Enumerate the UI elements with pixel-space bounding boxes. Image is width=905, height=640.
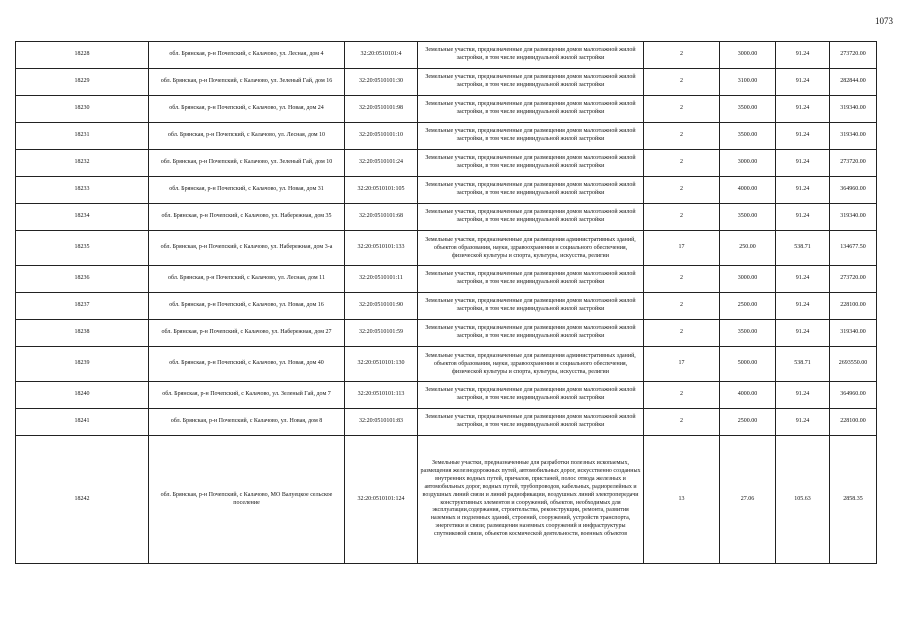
land-use-group-cell: 2 — [644, 96, 720, 123]
cadastral-number-cell: 32:20:0510101:10 — [345, 123, 418, 150]
area-cell: 3500.00 — [720, 204, 776, 231]
area-cell: 4000.00 — [720, 177, 776, 204]
record-id-cell: 18232 — [16, 150, 149, 177]
record-id-cell: 18234 — [16, 204, 149, 231]
address-cell: обл. Брянская, р-н Почепский, с Калачово, ул. Лесная, дом 10 — [149, 123, 345, 150]
record-id-cell: 18236 — [16, 266, 149, 293]
cadastral-number-cell: 32:20:0510101:30 — [345, 69, 418, 96]
land-use-cell: Земельные участки, предназначенные для размещения домов малоэтажной жилой застройки, в том числе индивидуальной жилой застройки — [418, 42, 644, 69]
land-use-cell: Земельные участки, предназначенные для размещения домов малоэтажной жилой застройки, в том числе индивидуальной жилой застройки — [418, 320, 644, 347]
area-cell: 3000.00 — [720, 150, 776, 177]
table-row — [16, 123, 877, 150]
table-row — [16, 69, 877, 96]
cadastral-value-cell: 2693550.00 — [830, 347, 877, 382]
land-use-cell: Земельные участки, предназначенные для разработки полезных ископаемых, размещения железнодорожных путей, автомобильных дорог, искусственно созданных внутренних водных путей, причалов, пристаней, полос отвода железных и автомобильных дорог, водных путей, трубопроводов, кабельных, радиорелейных и воздушных линий связи и линий радиофикации, воздушных линий электропередачи конструктивных элементов и сооружений, объектов, необходимых для эксплуатации,содержания, строительства, реконструкции, ремонта, развития наземных и подземных зданий, строений, сооружений, устройств транспорта, энергетики и связи; размещения наземных сооружений и инфраструктуры спутниковой связи, объектов космической деятельности, военных объектов — [418, 436, 644, 564]
record-id-cell: 18228 — [16, 42, 149, 69]
land-use-group-cell: 2 — [644, 204, 720, 231]
land-use-group-cell: 2 — [644, 266, 720, 293]
area-cell: 250.00 — [720, 231, 776, 266]
record-id-cell: 18229 — [16, 69, 149, 96]
area-cell: 3100.00 — [720, 69, 776, 96]
record-id-cell: 18235 — [16, 231, 149, 266]
address-cell: обл. Брянская, р-н Почепский, с Калачово, ул. Зеленый Гай, дом 7 — [149, 382, 345, 409]
specific-value-cell: 105.63 — [776, 436, 830, 564]
table-body — [16, 42, 877, 564]
address-cell: обл. Брянская, р-н Почепский, с Калачово, ул. Набережная, дом 3-а — [149, 231, 345, 266]
cadastral-value-cell: 2858.35 — [830, 436, 877, 564]
area-cell: 3500.00 — [720, 123, 776, 150]
address-cell: обл. Брянская, р-н Почепский, с Калачово, ул. Лесная, дом 4 — [149, 42, 345, 69]
cadastral-number-cell: 32:20:0510101:124 — [345, 436, 418, 564]
area-cell: 3000.00 — [720, 42, 776, 69]
table-row — [16, 382, 877, 409]
cadastral-value-cell: 319340.00 — [830, 204, 877, 231]
land-use-cell: Земельные участки, предназначенные для размещения домов малоэтажной жилой застройки, в том числе индивидуальной жилой застройки — [418, 409, 644, 436]
area-cell: 2500.00 — [720, 293, 776, 320]
area-cell: 3000.00 — [720, 266, 776, 293]
table-row — [16, 177, 877, 204]
land-use-group-cell: 2 — [644, 382, 720, 409]
land-use-group-cell: 2 — [644, 123, 720, 150]
specific-value-cell: 91.24 — [776, 177, 830, 204]
specific-value-cell: 91.24 — [776, 150, 830, 177]
specific-value-cell: 91.24 — [776, 123, 830, 150]
cadastral-value-cell: 228100.00 — [830, 293, 877, 320]
area-cell: 27.06 — [720, 436, 776, 564]
cadastral-number-cell: 32:20:0510101:98 — [345, 96, 418, 123]
cadastral-number-cell: 32:20:0510101:130 — [345, 347, 418, 382]
cadastral-number-cell: 32:20:0510101:105 — [345, 177, 418, 204]
address-cell: обл. Брянская, р-н Почепский, с Калачово, ул. Набережная, дом 35 — [149, 204, 345, 231]
land-use-group-cell: 2 — [644, 150, 720, 177]
specific-value-cell: 91.24 — [776, 409, 830, 436]
cadastral-number-cell: 32:20:0510101:83 — [345, 409, 418, 436]
land-use-cell: Земельные участки, предназначенные для размещения домов малоэтажной жилой застройки, в том числе индивидуальной жилой застройки — [418, 69, 644, 96]
record-id-cell: 18237 — [16, 293, 149, 320]
land-use-group-cell: 2 — [644, 177, 720, 204]
specific-value-cell: 91.24 — [776, 266, 830, 293]
record-id-cell: 18231 — [16, 123, 149, 150]
table-row — [16, 320, 877, 347]
cadastral-number-cell: 32:20:0510101:113 — [345, 382, 418, 409]
table-row — [16, 266, 877, 293]
land-use-cell: Земельные участки, предназначенные для размещения домов малоэтажной жилой застройки, в том числе индивидуальной жилой застройки — [418, 150, 644, 177]
record-id-cell: 18239 — [16, 347, 149, 382]
land-use-group-cell: 2 — [644, 42, 720, 69]
specific-value-cell: 91.24 — [776, 320, 830, 347]
address-cell: обл. Брянская, р-н Почепский, с Калачово, ул. Новая, дом 24 — [149, 96, 345, 123]
land-use-cell: Земельные участки, предназначенные для размещения домов малоэтажной жилой застройки, в том числе индивидуальной жилой застройки — [418, 177, 644, 204]
address-cell: обл. Брянская, р-н Почепский, с Калачово, ул. Новая, дом 8 — [149, 409, 345, 436]
table-row — [16, 42, 877, 69]
cadastral-number-cell: 32:20:0510101:59 — [345, 320, 418, 347]
specific-value-cell: 538.71 — [776, 347, 830, 382]
table-row — [16, 347, 877, 382]
specific-value-cell: 91.24 — [776, 96, 830, 123]
land-use-group-cell: 13 — [644, 436, 720, 564]
cadastral-value-cell: 282844.00 — [830, 69, 877, 96]
specific-value-cell: 538.71 — [776, 231, 830, 266]
record-id-cell: 18241 — [16, 409, 149, 436]
cadastral-value-cell: 273720.00 — [830, 150, 877, 177]
record-id-cell: 18238 — [16, 320, 149, 347]
table-row — [16, 150, 877, 177]
land-use-group-cell: 17 — [644, 231, 720, 266]
land-use-group-cell: 2 — [644, 69, 720, 96]
record-id-cell: 18233 — [16, 177, 149, 204]
address-cell: обл. Брянская, р-н Почепский, с Калачово, ул. Новая, дом 16 — [149, 293, 345, 320]
land-use-cell: Земельные участки, предназначенные для размещения домов малоэтажной жилой застройки, в том числе индивидуальной жилой застройки — [418, 204, 644, 231]
specific-value-cell: 91.24 — [776, 382, 830, 409]
cadastral-number-cell: 32:20:0510101:90 — [345, 293, 418, 320]
cadastral-value-cell: 364960.00 — [830, 382, 877, 409]
table-row — [16, 293, 877, 320]
area-cell: 5000.00 — [720, 347, 776, 382]
record-id-cell: 18242 — [16, 436, 149, 564]
area-cell: 3500.00 — [720, 320, 776, 347]
cadastral-value-cell: 319340.00 — [830, 96, 877, 123]
cadastral-value-cell: 319340.00 — [830, 123, 877, 150]
cadastral-value-cell: 319340.00 — [830, 320, 877, 347]
address-cell: обл. Брянская, р-н Почепский, с Калачово, ул. Новая, дом 31 — [149, 177, 345, 204]
specific-value-cell: 91.24 — [776, 293, 830, 320]
table-row — [16, 436, 877, 564]
cadastral-number-cell: 32:20:0510101:68 — [345, 204, 418, 231]
land-use-cell: Земельные участки, предназначенные для размещения домов малоэтажной жилой застройки, в том числе индивидуальной жилой застройки — [418, 382, 644, 409]
land-use-group-cell: 2 — [644, 293, 720, 320]
cadastral-value-cell: 228100.00 — [830, 409, 877, 436]
specific-value-cell: 91.24 — [776, 42, 830, 69]
cadastral-value-table — [15, 41, 877, 564]
land-use-cell: Земельные участки, предназначенные для размещения домов малоэтажной жилой застройки, в том числе индивидуальной жилой застройки — [418, 293, 644, 320]
address-cell: обл. Брянская, р-н Почепский, с Калачово, ул. Лесная, дом 11 — [149, 266, 345, 293]
land-use-group-cell: 17 — [644, 347, 720, 382]
table-row — [16, 96, 877, 123]
specific-value-cell: 91.24 — [776, 204, 830, 231]
land-use-cell: Земельные участки, предназначенные для размещения домов малоэтажной жилой застройки, в том числе индивидуальной жилой застройки — [418, 123, 644, 150]
table-row — [16, 204, 877, 231]
address-cell: обл. Брянская, р-н Почепский, с Калачово, ул. Набережная, дом 27 — [149, 320, 345, 347]
address-cell: обл. Брянская, р-н Почепский, с Калачово, ул. Зеленый Гай, дом 10 — [149, 150, 345, 177]
cadastral-value-cell: 273720.00 — [830, 42, 877, 69]
cadastral-number-cell: 32:20:0510101:24 — [345, 150, 418, 177]
land-use-cell: Земельные участки, предназначенные для размещения административных зданий, объектов образования, науки, здравоохранения и социального обеспечения, физической культуры и спорта, культуры, искусства, религии — [418, 231, 644, 266]
land-use-group-cell: 2 — [644, 409, 720, 436]
cadastral-number-cell: 32:20:0510101:11 — [345, 266, 418, 293]
area-cell: 2500.00 — [720, 409, 776, 436]
address-cell: обл. Брянская, р-н Почепский, с Калачово, МО Валуецкое сельское поселение — [149, 436, 345, 564]
area-cell: 4000.00 — [720, 382, 776, 409]
cadastral-value-cell: 273720.00 — [830, 266, 877, 293]
cadastral-number-cell: 32:20:0510101:133 — [345, 231, 418, 266]
table-row — [16, 231, 877, 266]
cadastral-value-cell: 134677.50 — [830, 231, 877, 266]
land-use-cell: Земельные участки, предназначенные для размещения домов малоэтажной жилой застройки, в том числе индивидуальной жилой застройки — [418, 266, 644, 293]
record-id-cell: 18230 — [16, 96, 149, 123]
record-id-cell: 18240 — [16, 382, 149, 409]
table-row — [16, 409, 877, 436]
area-cell: 3500.00 — [720, 96, 776, 123]
specific-value-cell: 91.24 — [776, 69, 830, 96]
land-use-cell: Земельные участки, предназначенные для размещения домов малоэтажной жилой застройки, в том числе индивидуальной жилой застройки — [418, 96, 644, 123]
land-use-group-cell: 2 — [644, 320, 720, 347]
cadastral-value-cell: 364960.00 — [830, 177, 877, 204]
cadastral-number-cell: 32:20:0510101:4 — [345, 42, 418, 69]
page-number: 1073 — [875, 16, 893, 26]
address-cell: обл. Брянская, р-н Почепский, с Калачово, ул. Новая, дом 40 — [149, 347, 345, 382]
address-cell: обл. Брянская, р-н Почепский, с Калачово, ул. Зеленый Гай, дом 16 — [149, 69, 345, 96]
land-use-cell: Земельные участки, предназначенные для размещения административных зданий, объектов образования, науки, здравоохранения и социального обеспечения, физической культуры и спорта, культуры, искусства, религии — [418, 347, 644, 382]
